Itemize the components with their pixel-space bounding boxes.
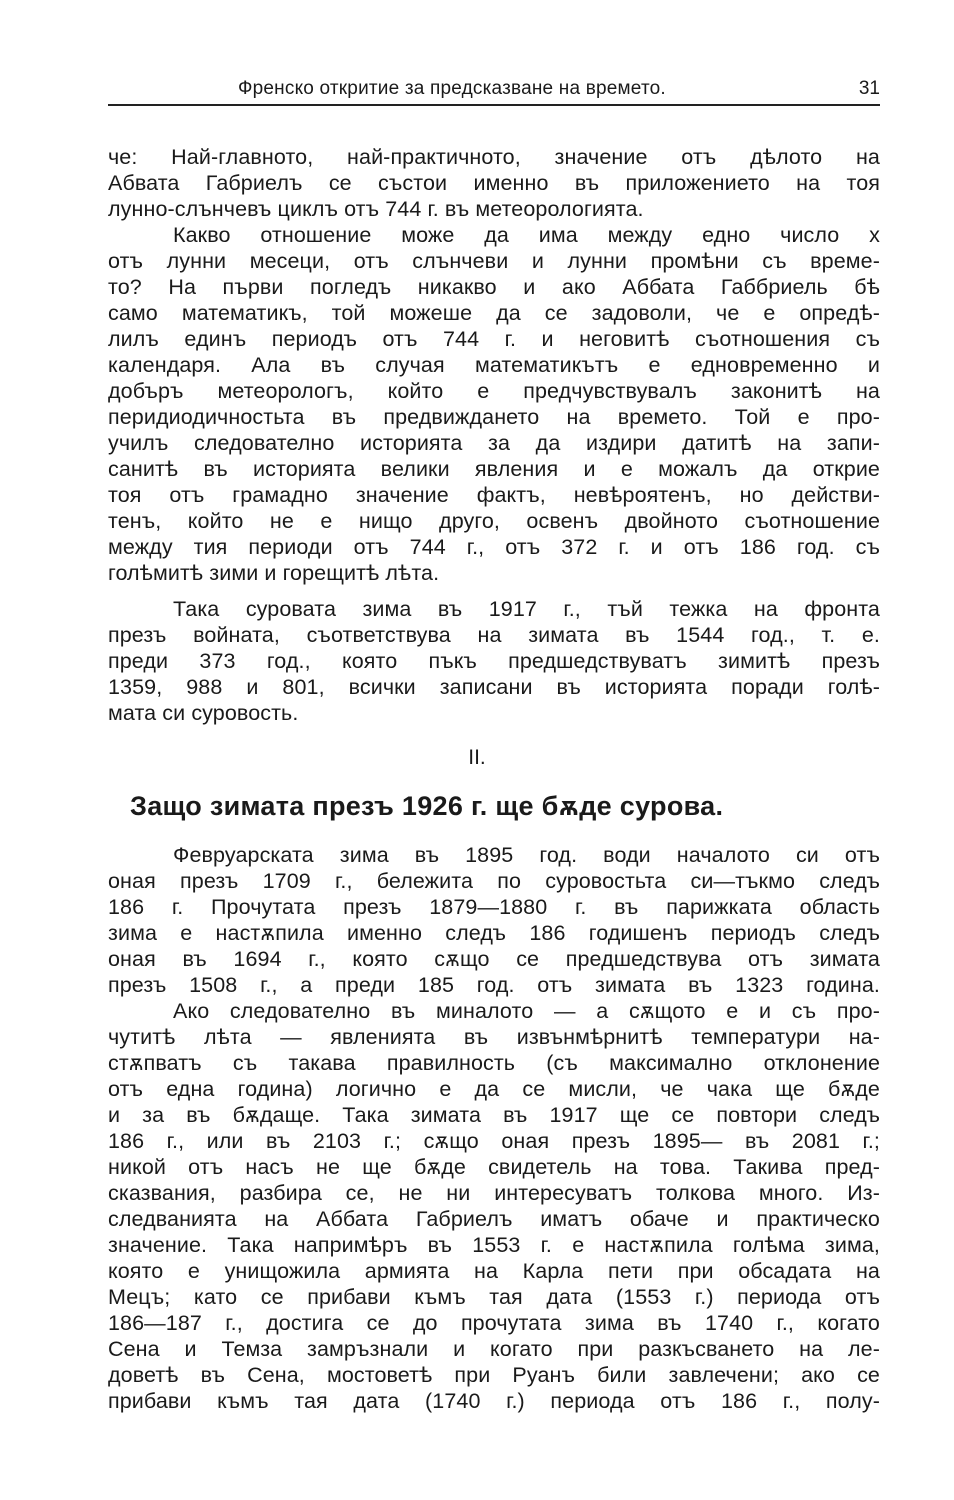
- text-line: която е унищожила армията на Карла пети при обсадата на: [108, 1259, 880, 1283]
- paragraph: [108, 842, 880, 998]
- text-line: отъ лунни месеци, отъ слънчеви и лунни промѣни съ време-: [108, 249, 880, 273]
- text-line: перидиодичностьта въ предвиждането на времето. Той е про-: [108, 405, 880, 429]
- text-line: 186 г., или въ 2103 г.; сѫщо оная презъ 1895— въ 2081 г.;: [108, 1129, 880, 1153]
- text-line: оная въ 1694 г., която сѫщо се предшедствува отъ зимата: [108, 947, 880, 971]
- paragraph-continuation: [108, 144, 880, 222]
- text-line: 186—187 г., достига се до прочутата зима въ 1740 г., когато: [108, 1311, 880, 1335]
- text-line: сказвания, разбира се, не ни интересуватъ толкова много. Из-: [108, 1181, 880, 1205]
- text-line: и за въ бѫдаще. Така зимата въ 1917 ще се повтори следъ: [108, 1103, 880, 1127]
- text-line: Какво отношение може да има между едно число x: [173, 223, 880, 247]
- section-number: II.: [468, 746, 486, 769]
- text-line: значение. Така напримѣръ въ 1553 г. е настѫпила голѣма зима,: [108, 1233, 880, 1257]
- text-line: доветѣ въ Сена, мостоветѣ при Руанъ били завлечени; ако се: [108, 1363, 880, 1387]
- section-title: Защо зимата презъ 1926 г. ще бѫде сурова.: [130, 791, 724, 821]
- text-line: календаря. Ала въ случая математикътъ е едновременно и: [108, 353, 880, 377]
- text-line: санитѣ въ историята велики явления и е можалъ да открие: [108, 457, 880, 481]
- text-line: добъръ метеорологъ, който е предчувствувалъ законитѣ на: [108, 379, 880, 403]
- text-line: между тия периоди отъ 744 г., отъ 372 г. и отъ 186 год. съ: [108, 535, 880, 559]
- text-line: Абвата Габриелъ се състои именно въ приложението на тоя: [108, 171, 880, 195]
- text-line: Мецъ; като се прибави къмъ тая дата (1553 г.) периода отъ: [108, 1285, 880, 1309]
- text-line: презъ 1508 г., а преди 185 год. отъ зимата въ 1323 година.: [108, 973, 880, 997]
- text-line: само математикъ, той можеше да се задоволи, че е опредѣ-: [108, 301, 880, 325]
- header-rule: [108, 104, 880, 106]
- paragraph: [108, 596, 880, 726]
- text-line: тоя отъ грамадно значение фактъ, невѣроятенъ, но действи-: [108, 483, 880, 507]
- text-line: то? На първи погледъ никакво и ако Аббата Габбриель бѣ: [108, 275, 880, 299]
- text-line: мата си суровость.: [108, 701, 299, 725]
- text-line: Ако следователно въ миналото — а сѫщото е и съ про-: [173, 999, 880, 1023]
- text-line: училъ следователно историята за да издири датитѣ на запи-: [108, 431, 880, 455]
- text-line: Февруарската зима въ 1895 год. води началото си отъ: [173, 843, 880, 867]
- text-line: голѣмитѣ зими и горещитѣ лѣта.: [108, 561, 440, 585]
- text-line: тенъ, който не е нищо друго, освенъ двойното съотношение: [108, 509, 880, 533]
- paragraph: [108, 998, 880, 1414]
- text-line: 1359, 988 и 801, всички записани въ историята поради голѣ-: [108, 675, 880, 699]
- text-line: следванията на Аббата Габриелъ иматъ обаче и практическо: [108, 1207, 880, 1231]
- text-line: Така суровата зима въ 1917 г., тъй тежка на фронта: [173, 597, 880, 621]
- text-line: 186 г. Прочутата презъ 1879—1880 г. въ парижката область: [108, 895, 880, 919]
- text-line: прибави къмъ тая дата (1740 г.) периода отъ 186 г., полу-: [108, 1389, 880, 1413]
- text-line: оная презъ 1709 г., бележита по суровостьта си—тъкмо следъ: [108, 869, 880, 893]
- text-line: стѫпватъ съ такава правилность (съ максимално отклонение: [108, 1051, 880, 1075]
- text-line: никой отъ насъ не ще бѫде свидетель на това. Такива пред-: [108, 1155, 880, 1179]
- text-line: чутитѣ лѣта — явленията въ извънмѣрнитѣ температури на-: [108, 1025, 880, 1049]
- text-line: лилъ единъ периодъ отъ 744 г. и неговитѣ съотношения съ: [108, 327, 880, 351]
- running-title: Френско откритие за предсказване на времето.: [238, 78, 666, 99]
- text-line: преди 373 год., която пъкъ предшедствуватъ зимитѣ презъ: [108, 649, 880, 673]
- running-head: [108, 76, 880, 102]
- text-line: че: Най-главното, най-практичното, значение отъ дѣлото на: [108, 145, 880, 169]
- text-line: Сена и Темза замръзнали и когато при разкъсването на ле-: [108, 1337, 880, 1361]
- page-number: 31: [858, 78, 880, 99]
- text-line: зима е настѫпила именно следъ 186 годишенъ периодъ следъ: [108, 921, 880, 945]
- paragraph: [108, 222, 880, 586]
- text-line: лунно-слънчевъ циклъ отъ 744 г. въ метеорологията.: [108, 197, 644, 221]
- text-line: отъ една година) логично е да се мисли, че чака ще бѫде: [108, 1077, 880, 1101]
- text-line: презъ войната, съответствува на зимата въ 1544 год., т. е.: [108, 623, 880, 647]
